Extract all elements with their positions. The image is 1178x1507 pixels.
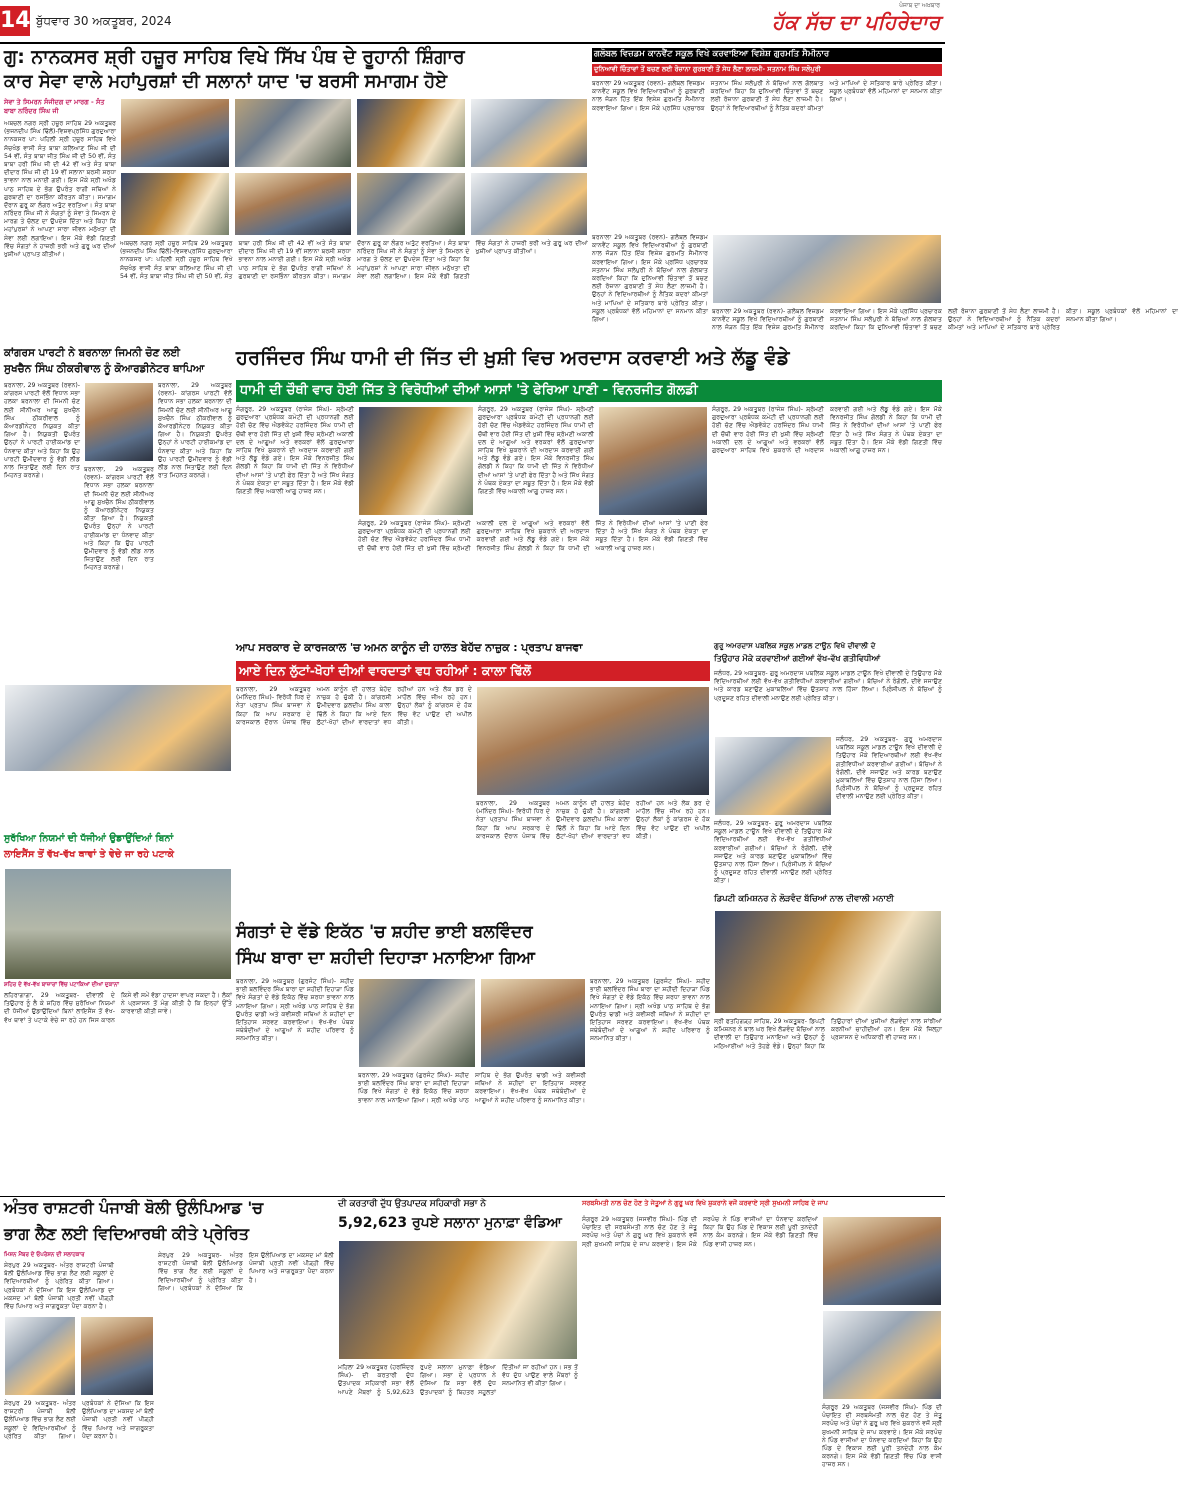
story-congress [4, 348, 232, 638]
story-fireworks-body: ਲਹਿਰਾਗਾਗਾ, 29 ਅਕਤੂਬਰ- ਦੀਵਾਲੀ ਦੇ ਤਿਉਹਾਰ ਨੂੰ ਲੈ ਕੇ ਸ਼ਹਿਰ ਵਿੱਚ ਸੁਰੱਖਿਆ ਨਿਯਮਾਂ ਦੀ ਧੱਜੀਆਂ ਉਡਾਉਂਦਿਆਂ ਬਿਨਾਂ ਲਾਇਸੈਂਸ ਤੋਂ ਵੱਖ-ਵੱਖ ਥਾਵਾਂ ਤੇ ਪਟਾਕੇ ਵੇਚੇ ਜਾ ਰਹੇ ਹਨ ਜਿਸ ਕਾਰਨ ਕਿਸੇ ਵੀ ਸਮੇਂ ਵੱਡਾ ਹਾਦਸਾ ਵਾਪਰ ਸਕਦਾ ਹੈ। ਲੋਕਾਂ ਨੇ ਪ੍ਰਸ਼ਾਸਨ ਤੋਂ ਮੰਗ ਕੀਤੀ ਹੈ ਕਿ ਇਨ੍ਹਾਂ ਉੱਤੇ ਕਾਰਵਾਈ ਕੀਤੀ ਜਾਵੇ। [4, 992, 233, 1024]
story-olympiad-body-2: ਸ਼ੇਰਪੁਰ 29 ਅਕਤੂਬਰ- ਅੰਤਰ ਰਾਸ਼ਟਰੀ ਪੰਜਾਬੀ ਬੋਲੀ ਉਲੰਪਿਆਡ ਵਿੱਚ ਭਾਗ ਲੈਣ ਲਈ ਸਕੂਲਾਂ ਦੇ ਵਿਦਿਆਰਥੀਆਂ ਨੂੰ ਪ੍ਰੇਰਿਤ ਕੀਤਾ ਗਿਆ। ਪ੍ਰਬੰਧਕਾਂ ਨੇ ਦੱਸਿਆ ਕਿ ਇਸ ਉਲੰਪਿਆਡ ਦਾ ਮਕਸਦ ਮਾਂ ਬੋਲੀ ਪੰਜਾਬੀ ਪ੍ਰਤੀ ਨਵੀਂ ਪੀੜ੍ਹੀ ਵਿੱਚ ਪਿਆਰ ਅਤੇ ਜਾਗਰੂਕਤਾ ਪੈਦਾ ਕਰਨਾ ਹੈ। [158, 1252, 334, 1292]
masthead-rule [0, 42, 945, 44]
story-fireworks [4, 834, 232, 1194]
page-date: ਬੁੱਧਵਾਰ 30 ਅਕਤੂਬਰ, 2024 [36, 14, 172, 28]
story-dairy-body: ਮਹਿਲਾ 29 ਅਕਤੂਬਰ (ਹਰਜਿੰਦਰ ਸਿੰਘ)- ਦੀ ਕਰਤਾਰੀ ਦੁੱਧ ਉਤਪਾਦਕ ਸਹਿਕਾਰੀ ਸਭਾ ਵੱਲੋਂ ਆਪਣੇ ਮੈਂਬਰਾਂ ਨੂੰ 5,92,623 ਰੁਪਏ ਸਲਾਨਾ ਮੁਨਾਫ਼ਾ ਵੰਡਿਆ ਗਿਆ। ਸਭਾ ਦੇ ਪ੍ਰਧਾਨ ਨੇ ਦੱਸਿਆ ਕਿ ਸਭਾ ਵੱਲੋਂ ਦੁੱਧ ਉਤਪਾਦਕਾਂ ਨੂੰ ਬਿਹਤਰ ਸਹੂਲਤਾਂ ਦਿੱਤੀਆਂ ਜਾ ਰਹੀਆਂ ਹਨ। ਸਭ ਤੋਂ ਵੱਧ ਦੁੱਧ ਪਾਉਣ ਵਾਲੇ ਮੈਂਬਰਾਂ ਨੂੰ ਸਨਮਾਨਿਤ ਵੀ ਕੀਤਾ ਗਿਆ। [338, 1364, 578, 1396]
story-sukhmani-body-1: ਸੰਗਰੂਰ 29 ਅਕਤੂਬਰ (ਜਸਵੀਰ ਸਿੰਘ)- ਪਿੰਡ ਦੀ ਪੰਚਾਇਤ ਦੀ ਸਰਬਸੰਮਤੀ ਨਾਲ ਚੋਣ ਹੋਣ ਤੇ ਜੇਤੂ ਸਰਪੰਚ ਅਤੇ ਪੰਚਾਂ ਨੇ ਗੁਰੂ ਘਰ ਵਿਖੇ ਸ਼ੁਕਰਾਨੇ ਵਜੋਂ ਸ੍ਰੀ ਸੁਖਮਨੀ ਸਾਹਿਬ ਦੇ ਜਾਪ ਕਰਵਾਏ। ਇਸ ਮੌਕੇ ਸਰਪੰਚ ਨੇ ਪਿੰਡ ਵਾਸੀਆਂ ਦਾ ਧੰਨਵਾਦ ਕਰਦਿਆਂ ਕਿਹਾ ਕਿ ਉਹ ਪਿੰਡ ਦੇ ਵਿਕਾਸ ਲਈ ਪੂਰੀ ਤਨਦੇਹੀ ਨਾਲ ਕੰਮ ਕਰਨਗੇ। ਇਸ ਮੌਕੇ ਵੱਡੀ ਗਿਣਤੀ ਵਿੱਚ ਪਿੰਡ ਵਾਸੀ ਹਾਜ਼ਰ ਸਨ। [582, 1216, 818, 1248]
story-school-headline-2: ਤਿਉਹਾਰ ਮੌਕੇ ਕਰਵਾਈਆਂ ਗਈਆਂ ਵੱਖ-ਵੱਖ ਗਤੀਵਿਧੀਆਂ [714, 654, 881, 663]
photo-dairy [338, 1240, 578, 1360]
story-bharpur-headline-2 [4, 662, 232, 680]
story-baljinder-body-3: ਬਰਨਾਲਾ, 29 ਅਕਤੂਬਰ (ਗੁਰਜੰਟ ਸਿੰਘ)- ਸ਼ਹੀਦ ਭਾਈ ਬਲਵਿੰਦਰ ਸਿੰਘ ਬਾਰਾ ਦਾ ਸ਼ਹੀਦੀ ਦਿਹਾੜਾ ਪਿੰਡ ਵਿਖੇ ਸੰਗਤਾਂ ਦੇ ਵੱਡੇ ਇਕੱਠ ਵਿੱਚ ਸ਼ਰਧਾ ਭਾਵਨਾ ਨਾਲ ਮਨਾਇਆ ਗਿਆ। ਸ੍ਰੀ ਅਖੰਡ ਪਾਠ ਸਾਹਿਬ ਦੇ ਭੋਗ ਉਪਰੰਤ ਢਾਡੀ ਅਤੇ ਕਵੀਸ਼ਰੀ ਜਥਿਆਂ ਨੇ ਸ਼ਹੀਦਾਂ ਦਾ ਇਤਿਹਾਸ ਸਰਵਣ ਕਰਵਾਇਆ। ਵੱਖ-ਵੱਖ ਪੰਥਕ ਜਥੇਬੰਦੀਆਂ ਦੇ ਆਗੂਆਂ ਨੇ ਸ਼ਹੀਦ ਪਰਿਵਾਰ ਨੂੰ ਸਨਮਾਨਿਤ ਕੀਤਾ। [358, 1072, 586, 1104]
story-dhami-headline-1: ਹਰਜਿੰਦਰ ਸਿੰਘ ਧਾਮੀ ਦੀ ਜਿੱਤ ਦੀ ਖ਼ੁਸ਼ੀ ਵਿਚ ਅਰਦਾਸ ਕਰਵਾਈ ਅਤੇ ਲੱਡੂ ਵੰਡੇ [236, 346, 790, 369]
story-baljinder [236, 924, 710, 1194]
story-fireworks-headline-2: ਲਾਇਸੈਂਸ ਤੋਂ ਵੱਖ-ਵੱਖ ਥਾਵਾਂ ਤੇ ਵੇਚੇ ਜਾ ਰਹੇ ਪਟਾਕੇ [4, 849, 174, 860]
story-dairy [338, 1200, 578, 1504]
photo-bharpur [4, 684, 232, 772]
story-dhami-headline-2: ਧਾਮੀ ਦੀ ਚੌਥੀ ਵਾਰ ਹੋਈ ਜਿੱਤ ਤੇ ਵਿਰੋਧੀਆਂ ਦੀਆਂ ਆਸਾਂ 'ਤੇ ਫੇਰਿਆ ਪਾਣੀ - ਵਿਨਰਜੀਤ ਗੋਲਡੀ [236, 380, 942, 402]
photo-nanaksar-8 [470, 172, 588, 236]
story-baljinder-headline-1: ਸੰਗਤਾਂ ਦੇ ਵੱਡੇ ਇਕੱਠ 'ਚ ਸ਼ਹੀਦ ਭਾਈ ਬਲਵਿੰਦਰ [236, 922, 533, 942]
photo-dhami-1 [358, 406, 474, 516]
story-congress-headline-1: ਕਾਂਗਰਸ ਪਾਰਟੀ ਨੇ ਬਰਨਾਲਾ ਜਿਮਨੀ ਚੋਣ ਲਈ [4, 347, 180, 359]
story-sukhmani [582, 1200, 942, 1504]
story-dhami-body-3: ਸੰਗਰੂਰ, 29 ਅਕਤੂਬਰ (ਰਾਜੇਸ਼ ਸਿੰਘ)- ਸ਼੍ਰੋਮਣੀ ਗੁਰਦੁਆਰਾ ਪ੍ਰਬੰਧਕ ਕਮੇਟੀ ਦੀ ਪ੍ਰਧਾਨਗੀ ਲਈ ਹੋਈ ਚੋਣ ਵਿੱਚ ਐਡਵੋਕੇਟ ਹਰਜਿੰਦਰ ਸਿੰਘ ਧਾਮੀ ਦੀ ਚੌਥੀ ਵਾਰ ਹੋਈ ਜਿੱਤ ਦੀ ਖੁਸ਼ੀ ਵਿੱਚ ਸ਼੍ਰੋਮਣੀ ਅਕਾਲੀ ਦਲ ਦੇ ਆਗੂਆਂ ਅਤੇ ਵਰਕਰਾਂ ਵੱਲੋਂ ਗੁਰਦੁਆਰਾ ਸਾਹਿਬ ਵਿਖੇ ਸ਼ੁਕਰਾਨੇ ਦੀ ਅਰਦਾਸ ਕਰਵਾਈ ਗਈ ਅਤੇ ਲੱਡੂ ਵੰਡੇ ਗਏ। ਇਸ ਮੌਕੇ ਵਿਨਰਜੀਤ ਸਿੰਘ ਗੋਲਡੀ ਨੇ ਕਿਹਾ ਕਿ ਧਾਮੀ ਦੀ ਜਿੱਤ ਨੇ ਵਿਰੋਧੀਆਂ ਦੀਆਂ ਆਸਾਂ 'ਤੇ ਪਾਣੀ ਫੇਰ ਦਿੱਤਾ ਹੈ ਅਤੇ ਸਿੱਖ ਸੰਗਤ ਨੇ ਪੰਥਕ ਏਕਤਾ ਦਾ ਸਬੂਤ ਦਿੱਤਾ ਹੈ। ਇਸ ਮੌਕੇ ਵੱਡੀ ਗਿਣਤੀ ਵਿੱਚ ਅਕਾਲੀ ਆਗੂ ਹਾਜ਼ਰ ਸਨ। [712, 406, 942, 454]
photo-nanaksar-3 [356, 98, 466, 168]
story-baljinder-headline-2: ਸਿੰਘ ਬਾਰਾ ਦਾ ਸ਼ਹੀਦੀ ਦਿਹਾੜਾ ਮਨਾਇਆ ਗਿਆ [236, 948, 535, 968]
story-bharpur-body [4, 784, 232, 828]
story-olympiad-byline: ਮਿਸ਼ਨ ਮੈਂਬਰ ਦੇ ਓਪਰੇਸ਼ਨ ਦੀ ਸਲਾਹਕਾਰ [4, 1252, 85, 1258]
photo-bajwa [476, 686, 710, 796]
story-nanaksar-headline-2: ਕਾਰ ਸੇਵਾ ਵਾਲੇ ਮਹਾਂਪੁਰਸ਼ਾਂ ਦੀ ਸਲਾਨਾਂ ਯਾਦ 'ਚ ਬਰਸੀ ਸਮਾਗਮ ਹੋਏ [4, 71, 448, 92]
section-rule [0, 1196, 945, 1197]
story-sukhmani-headline: ਸਰਬਸੰਮਤੀ ਨਾਲ ਚੋਣ ਹੋਣ ਤੇ ਜੇਤੂਆਂ ਨੇ ਗੁਰੂ ਘਰ ਵਿਖੇ ਸ਼ੁਕਰਾਨੇ ਵਜੋਂ ਕਰਵਾਏ ਸ੍ਰੀ ਸੁਖਮਨੀ ਸਾਹਿਬ ਦੇ ਜਾਪ [582, 1199, 828, 1207]
photo-olympiad-2 [80, 1316, 154, 1396]
story-baljinder-body-1: ਬਰਨਾਲਾ, 29 ਅਕਤੂਬਰ (ਗੁਰਜੰਟ ਸਿੰਘ)- ਸ਼ਹੀਦ ਭਾਈ ਬਲਵਿੰਦਰ ਸਿੰਘ ਬਾਰਾ ਦਾ ਸ਼ਹੀਦੀ ਦਿਹਾੜਾ ਪਿੰਡ ਵਿਖੇ ਸੰਗਤਾਂ ਦੇ ਵੱਡੇ ਇਕੱਠ ਵਿੱਚ ਸ਼ਰਧਾ ਭਾਵਨਾ ਨਾਲ ਮਨਾਇਆ ਗਿਆ। ਸ੍ਰੀ ਅਖੰਡ ਪਾਠ ਸਾਹਿਬ ਦੇ ਭੋਗ ਉਪਰੰਤ ਢਾਡੀ ਅਤੇ ਕਵੀਸ਼ਰੀ ਜਥਿਆਂ ਨੇ ਸ਼ਹੀਦਾਂ ਦਾ ਇਤਿਹਾਸ ਸਰਵਣ ਕਰਵਾਇਆ। ਵੱਖ-ਵੱਖ ਪੰਥਕ ਜਥੇਬੰਦੀਆਂ ਦੇ ਆਗੂਆਂ ਨੇ ਸ਼ਹੀਦ ਪਰਿਵਾਰ ਨੂੰ ਸਨਮਾਨਿਤ ਕੀਤਾ। [236, 978, 354, 1043]
story-olympiad [4, 1200, 334, 1504]
story-nanaksar-byline: ਸੇਵਾ ਤੇ ਸਿਮਰਨ ਸੰਜੀਦਗ ਦਾ ਮਾਰਗ - ਸੰਤ ਬਾਬਾ ਨਰਿੰਦਰ ਸਿੰਘ ਜੀ [4, 98, 105, 115]
story-dhami-body-2: ਸੰਗਰੂਰ, 29 ਅਕਤੂਬਰ (ਰਾਜੇਸ਼ ਸਿੰਘ)- ਸ਼੍ਰੋਮਣੀ ਗੁਰਦੁਆਰਾ ਪ੍ਰਬੰਧਕ ਕਮੇਟੀ ਦੀ ਪ੍ਰਧਾਨਗੀ ਲਈ ਹੋਈ ਚੋਣ ਵਿੱਚ ਐਡਵੋਕੇਟ ਹਰਜਿੰਦਰ ਸਿੰਘ ਧਾਮੀ ਦੀ ਚੌਥੀ ਵਾਰ ਹੋਈ ਜਿੱਤ ਦੀ ਖੁਸ਼ੀ ਵਿੱਚ ਸ਼੍ਰੋਮਣੀ ਅਕਾਲੀ ਦਲ ਦੇ ਆਗੂਆਂ ਅਤੇ ਵਰਕਰਾਂ ਵੱਲੋਂ ਗੁਰਦੁਆਰਾ ਸਾਹਿਬ ਵਿਖੇ ਸ਼ੁਕਰਾਨੇ ਦੀ ਅਰਦਾਸ ਕਰਵਾਈ ਗਈ ਅਤੇ ਲੱਡੂ ਵੰਡੇ ਗਏ। ਇਸ ਮੌਕੇ ਵਿਨਰਜੀਤ ਸਿੰਘ ਗੋਲਡੀ ਨੇ ਕਿਹਾ ਕਿ ਧਾਮੀ ਦੀ ਜਿੱਤ ਨੇ ਵਿਰੋਧੀਆਂ ਦੀਆਂ ਆਸਾਂ 'ਤੇ ਪਾਣੀ ਫੇਰ ਦਿੱਤਾ ਹੈ ਅਤੇ ਸਿੱਖ ਸੰਗਤ ਨੇ ਪੰਥਕ ਏਕਤਾ ਦਾ ਸਬੂਤ ਦਿੱਤਾ ਹੈ। ਇਸ ਮੌਕੇ ਵੱਡੀ ਗਿਣਤੀ ਵਿੱਚ ਅਕਾਲੀ ਆਗੂ ਹਾਜ਼ਰ ਸਨ। [478, 406, 594, 495]
story-dhami-body-4: ਸੰਗਰੂਰ, 29 ਅਕਤੂਬਰ (ਰਾਜੇਸ਼ ਸਿੰਘ)- ਸ਼੍ਰੋਮਣੀ ਗੁਰਦੁਆਰਾ ਪ੍ਰਬੰਧਕ ਕਮੇਟੀ ਦੀ ਪ੍ਰਧਾਨਗੀ ਲਈ ਹੋਈ ਚੋਣ ਵਿੱਚ ਐਡਵੋਕੇਟ ਹਰਜਿੰਦਰ ਸਿੰਘ ਧਾਮੀ ਦੀ ਚੌਥੀ ਵਾਰ ਹੋਈ ਜਿੱਤ ਦੀ ਖੁਸ਼ੀ ਵਿੱਚ ਸ਼੍ਰੋਮਣੀ ਅਕਾਲੀ ਦਲ ਦੇ ਆਗੂਆਂ ਅਤੇ ਵਰਕਰਾਂ ਵੱਲੋਂ ਗੁਰਦੁਆਰਾ ਸਾਹਿਬ ਵਿਖੇ ਸ਼ੁਕਰਾਨੇ ਦੀ ਅਰਦਾਸ ਕਰਵਾਈ ਗਈ ਅਤੇ ਲੱਡੂ ਵੰਡੇ ਗਏ। ਇਸ ਮੌਕੇ ਵਿਨਰਜੀਤ ਸਿੰਘ ਗੋਲਡੀ ਨੇ ਕਿਹਾ ਕਿ ਧਾਮੀ ਦੀ ਜਿੱਤ ਨੇ ਵਿਰੋਧੀਆਂ ਦੀਆਂ ਆਸਾਂ 'ਤੇ ਪਾਣੀ ਫੇਰ ਦਿੱਤਾ ਹੈ ਅਤੇ ਸਿੱਖ ਸੰਗਤ ਨੇ ਪੰਥਕ ਏਕਤਾ ਦਾ ਸਬੂਤ ਦਿੱਤਾ ਹੈ। ਇਸ ਮੌਕੇ ਵੱਡੀ ਗਿਣਤੀ ਵਿੱਚ ਅਕਾਲੀ ਆਗੂ ਹਾਜ਼ਰ ਸਨ। [358, 520, 708, 552]
story-global-body-bottom: ਬਰਨਾਲਾ 29 ਅਕਤੂਬਰ (ਰਵਨ)- ਗਲੋਬਲ ਵਿਜ਼ਡਮ ਕਾਨਵੈਂਟ ਸਕੂਲ ਵਿਖੇ ਵਿਦਿਆਰਥੀਆਂ ਨੂੰ ਗੁਰਬਾਣੀ ਨਾਲ ਜੋੜਨ ਹਿੱਤ ਇੱਕ ਵਿਸ਼ੇਸ਼ ਗੁਰਮਤਿ ਸੈਮੀਨਾਰ ਕਰਵਾਇਆ ਗਿਆ। ਇਸ ਮੌਕੇ ਪ੍ਰਸਿੱਧ ਪ੍ਰਚਾਰਕ ਸਤਨਾਮ ਸਿੰਘ ਸਲੋਪੁਰੀ ਨੇ ਬੱਚਿਆਂ ਨਾਲ ਗੱਲਬਾਤ ਕਰਦਿਆਂ ਕਿਹਾ ਕਿ ਦੁਨਿਆਵੀ ਚਿੰਤਾਵਾਂ ਤੋਂ ਬਚਣ ਲਈ ਰੋਜ਼ਾਨਾ ਗੁਰਬਾਣੀ ਤੋਂ ਸੇਧ ਲੈਣਾ ਲਾਜ਼ਮੀ ਹੈ। ਉਨ੍ਹਾਂ ਨੇ ਵਿਦਿਆਰਥੀਆਂ ਨੂੰ ਨੈਤਿਕ ਕਦਰਾਂ ਕੀਮਤਾਂ ਅਤੇ ਮਾਪਿਆਂ ਦੇ ਸਤਿਕਾਰ ਬਾਰੇ ਪ੍ਰੇਰਿਤ ਕੀਤਾ। ਸਕੂਲ ਪ੍ਰਬੰਧਕਾਂ ਵੱਲੋਂ ਮਹਿਮਾਨਾਂ ਦਾ ਸਨਮਾਨ ਕੀਤਾ ਗਿਆ। [592, 234, 708, 323]
story-bharpur-headline-1 [4, 642, 232, 660]
photo-dhami-2 [598, 406, 708, 516]
story-fireworks-headline-1: ਸੁਰੱਖਿਆ ਨਿਯਮਾਂ ਦੀ ਧੱਜੀਆਂ ਉਡਾਉਂਦਿਆਂ ਬਿਨਾਂ [4, 833, 174, 844]
photo-sukhmani-2 [822, 1310, 942, 1400]
story-congress-body-mid: ਬਰਨਾਲਾ, 29 ਅਕਤੂਬਰ (ਰਵਨ)- ਕਾਂਗਰਸ ਪਾਰਟੀ ਵੱਲੋਂ ਵਿਧਾਨ ਸਭਾ ਹਲਕਾ ਬਰਨਾਲਾ ਦੀ ਜਿਮਨੀ ਚੋਣ ਲਈ ਸੀਨੀਅਰ ਆਗੂ ਸੁਖਚੈਨ ਸਿੰਘ ਠੀਕਰੀਵਾਲ ਨੂੰ ਕੋਆਰਡੀਨੇਟਰ ਨਿਯੁਕਤ ਕੀਤਾ ਗਿਆ ਹੈ। ਨਿਯੁਕਤੀ ਉਪਰੰਤ ਉਨ੍ਹਾਂ ਨੇ ਪਾਰਟੀ ਹਾਈਕਮਾਂਡ ਦਾ ਧੰਨਵਾਦ ਕੀਤਾ ਅਤੇ ਕਿਹਾ ਕਿ ਉਹ ਪਾਰਟੀ ਉਮੀਦਵਾਰ ਨੂੰ ਵੱਡੀ ਲੀਡ ਨਾਲ ਜਿਤਾਉਣ ਲਈ ਦਿਨ ਰਾਤ ਮਿਹਨਤ ਕਰਨਗੇ। [84, 466, 154, 572]
story-congress-body-right: ਬਰਨਾਲਾ, 29 ਅਕਤੂਬਰ (ਰਵਨ)- ਕਾਂਗਰਸ ਪਾਰਟੀ ਵੱਲੋਂ ਵਿਧਾਨ ਸਭਾ ਹਲਕਾ ਬਰਨਾਲਾ ਦੀ ਜਿਮਨੀ ਚੋਣ ਲਈ ਸੀਨੀਅਰ ਆਗੂ ਸੁਖਚੈਨ ਸਿੰਘ ਠੀਕਰੀਵਾਲ ਨੂੰ ਕੋਆਰਡੀਨੇਟਰ ਨਿਯੁਕਤ ਕੀਤਾ ਗਿਆ ਹੈ। ਨਿਯੁਕਤੀ ਉਪਰੰਤ ਉਨ੍ਹਾਂ ਨੇ ਪਾਰਟੀ ਹਾਈਕਮਾਂਡ ਦਾ ਧੰਨਵਾਦ ਕੀਤਾ ਅਤੇ ਕਿਹਾ ਕਿ ਉਹ ਪਾਰਟੀ ਉਮੀਦਵਾਰ ਨੂੰ ਵੱਡੀ ਲੀਡ ਨਾਲ ਜਿਤਾਉਣ ਲਈ ਦਿਨ ਰਾਤ ਮਿਹਨਤ ਕਰਨਗੇ। [158, 382, 232, 480]
story-bharpur-caption [4, 774, 232, 782]
page-number-box [0, 6, 30, 36]
story-nanaksar-headline-1: ਗੁ: ਨਾਨਕਸਰ ਸ਼੍ਰੀ ਹਜ਼ੂਰ ਸਾਹਿਬ ਵਿਖੇ ਸਿੱਖ ਪੰਥ ਦੇ ਰੂਹਾਨੀ ਸ਼ਿੰਗਾਰ [4, 46, 465, 68]
story-olympiad-body-3: ਸ਼ੇਰਪੁਰ 29 ਅਕਤੂਬਰ- ਅੰਤਰ ਰਾਸ਼ਟਰੀ ਪੰਜਾਬੀ ਬੋਲੀ ਉਲੰਪਿਆਡ ਵਿੱਚ ਭਾਗ ਲੈਣ ਲਈ ਸਕੂਲਾਂ ਦੇ ਵਿਦਿਆਰਥੀਆਂ ਨੂੰ ਪ੍ਰੇਰਿਤ ਕੀਤਾ ਗਿਆ। ਪ੍ਰਬੰਧਕਾਂ ਨੇ ਦੱਸਿਆ ਕਿ ਇਸ ਉਲੰਪਿਆਡ ਦਾ ਮਕਸਦ ਮਾਂ ਬੋਲੀ ਪੰਜਾਬੀ ਪ੍ਰਤੀ ਨਵੀਂ ਪੀੜ੍ਹੀ ਵਿੱਚ ਪਿਆਰ ਅਤੇ ਜਾਗਰੂਕਤਾ ਪੈਦਾ ਕਰਨਾ ਹੈ। [4, 1400, 154, 1440]
story-nanaksar [4, 48, 588, 344]
page-number: 14 [0, 8, 31, 33]
story-bajwa-headline-1: ਆਪ ਸਰਕਾਰ ਦੇ ਕਾਰਜਕਾਲ 'ਚ ਅਮਨ ਕਾਨੂੰਨ ਦੀ ਹਾਲਤ ਬੇਹੱਦ ਨਾਜ਼ੁਕ : ਪ੍ਰਤਾਪ ਬਾਜਵਾ [236, 641, 583, 654]
story-global-school [592, 48, 1178, 344]
story-dc-body: ਸ੍ਰੀ ਫਤਹਿਗੜ੍ਹ ਸਾਹਿਬ, 29 ਅਕਤੂਬਰ- ਡਿਪਟੀ ਕਮਿਸ਼ਨਰ ਨੇ ਬਾਲ ਘਰ ਵਿਖੇ ਲੋੜਵੰਦ ਬੱਚਿਆਂ ਨਾਲ ਦੀਵਾਲੀ ਦਾ ਤਿਉਹਾਰ ਮਨਾਇਆ ਅਤੇ ਉਨ੍ਹਾਂ ਨੂੰ ਮਠਿਆਈਆਂ ਅਤੇ ਤੋਹਫ਼ੇ ਵੰਡੇ। ਉਨ੍ਹਾਂ ਕਿਹਾ ਕਿ ਤਿਉਹਾਰਾਂ ਦੀਆਂ ਖੁਸ਼ੀਆਂ ਲੋੜਵੰਦਾਂ ਨਾਲ ਸਾਂਝੀਆਂ ਕਰਨੀਆਂ ਚਾਹੀਦੀਆਂ ਹਨ। ਇਸ ਮੌਕੇ ਜ਼ਿਲ੍ਹਾ ਪ੍ਰਸ਼ਾਸਨ ਦੇ ਅਧਿਕਾਰੀ ਵੀ ਹਾਜ਼ਰ ਸਨ। [714, 1018, 942, 1050]
story-olympiad-headline-2: ਭਾਗ ਲੈਣ ਲਈ ਵਿਦਿਆਰਥੀ ਕੀਤੇ ਪ੍ਰੇਰਿਤ [4, 1224, 249, 1243]
story-fireworks-caption: ਸ਼ਹਿਰ ਦੇ ਵੱਖ-ਵੱਖ ਬਾਜ਼ਾਰਾਂ ਵਿੱਚ ਪਟਾਕਿਆਂ ਦੀਆਂ ਦੁਕਾਨਾਂ [4, 982, 119, 988]
story-bharpur [4, 642, 232, 832]
photo-nanaksar-1 [120, 98, 230, 168]
story-global-body-top: ਬਰਨਾਲਾ 29 ਅਕਤੂਬਰ (ਰਵਨ)- ਗਲੋਬਲ ਵਿਜ਼ਡਮ ਕਾਨਵੈਂਟ ਸਕੂਲ ਵਿਖੇ ਵਿਦਿਆਰਥੀਆਂ ਨੂੰ ਗੁਰਬਾਣੀ ਨਾਲ ਜੋੜਨ ਹਿੱਤ ਇੱਕ ਵਿਸ਼ੇਸ਼ ਗੁਰਮਤਿ ਸੈਮੀਨਾਰ ਕਰਵਾਇਆ ਗਿਆ। ਇਸ ਮੌਕੇ ਪ੍ਰਸਿੱਧ ਪ੍ਰਚਾਰਕ ਸਤਨਾਮ ਸਿੰਘ ਸਲੋਪੁਰੀ ਨੇ ਬੱਚਿਆਂ ਨਾਲ ਗੱਲਬਾਤ ਕਰਦਿਆਂ ਕਿਹਾ ਕਿ ਦੁਨਿਆਵੀ ਚਿੰਤਾਵਾਂ ਤੋਂ ਬਚਣ ਲਈ ਰੋਜ਼ਾਨਾ ਗੁਰਬਾਣੀ ਤੋਂ ਸੇਧ ਲੈਣਾ ਲਾਜ਼ਮੀ ਹੈ। ਉਨ੍ਹਾਂ ਨੇ ਵਿਦਿਆਰਥੀਆਂ ਨੂੰ ਨੈਤਿਕ ਕਦਰਾਂ ਕੀਮਤਾਂ ਅਤੇ ਮਾਪਿਆਂ ਦੇ ਸਤਿਕਾਰ ਬਾਰੇ ਪ੍ਰੇਰਿਤ ਕੀਤਾ। ਸਕੂਲ ਪ੍ਰਬੰਧਕਾਂ ਵੱਲੋਂ ਮਹਿਮਾਨਾਂ ਦਾ ਸਨਮਾਨ ਕੀਤਾ ਗਿਆ। [592, 80, 942, 112]
story-school-body-2: ਜਲੰਧਰ, 29 ਅਕਤੂਬਰ- ਗੁਰੂ ਅਮਰਦਾਸ ਪਬਲਿਕ ਸਕੂਲ ਮਾਡਲ ਟਾਊਨ ਵਿਖੇ ਦੀਵਾਲੀ ਦੇ ਤਿਉਹਾਰ ਮੌਕੇ ਵਿਦਿਆਰਥੀਆਂ ਲਈ ਵੱਖ-ਵੱਖ ਗਤੀਵਿਧੀਆਂ ਕਰਵਾਈਆਂ ਗਈਆਂ। ਬੱਚਿਆਂ ਨੇ ਰੰਗੋਲੀ, ਦੀਵੇ ਸਜਾਉਣ ਅਤੇ ਕਾਰਡ ਬਣਾਉਣ ਮੁਕਾਬਲਿਆਂ ਵਿੱਚ ਉਤਸ਼ਾਹ ਨਾਲ ਹਿੱਸਾ ਲਿਆ। ਪ੍ਰਿੰਸੀਪਲ ਨੇ ਬੱਚਿਆਂ ਨੂੰ ਪ੍ਰਦੂਸ਼ਣ ਰਹਿਤ ਦੀਵਾਲੀ ਮਨਾਉਣ ਲਈ ਪ੍ਰੇਰਿਤ ਕੀਤਾ। [836, 736, 942, 801]
photo-school [714, 736, 832, 816]
photo-nanaksar-6 [234, 172, 352, 236]
masthead [0, 0, 945, 44]
story-baljinder-body-2: ਬਰਨਾਲਾ, 29 ਅਕਤੂਬਰ (ਗੁਰਜੰਟ ਸਿੰਘ)- ਸ਼ਹੀਦ ਭਾਈ ਬਲਵਿੰਦਰ ਸਿੰਘ ਬਾਰਾ ਦਾ ਸ਼ਹੀਦੀ ਦਿਹਾੜਾ ਪਿੰਡ ਵਿਖੇ ਸੰਗਤਾਂ ਦੇ ਵੱਡੇ ਇਕੱਠ ਵਿੱਚ ਸ਼ਰਧਾ ਭਾਵਨਾ ਨਾਲ ਮਨਾਇਆ ਗਿਆ। ਸ੍ਰੀ ਅਖੰਡ ਪਾਠ ਸਾਹਿਬ ਦੇ ਭੋਗ ਉਪਰੰਤ ਢਾਡੀ ਅਤੇ ਕਵੀਸ਼ਰੀ ਜਥਿਆਂ ਨੇ ਸ਼ਹੀਦਾਂ ਦਾ ਇਤਿਹਾਸ ਸਰਵਣ ਕਰਵਾਇਆ। ਵੱਖ-ਵੱਖ ਪੰਥਕ ਜਥੇਬੰਦੀਆਂ ਦੇ ਆਗੂਆਂ ਨੇ ਸ਼ਹੀਦ ਪਰਿਵਾਰ ਨੂੰ ਸਨਮਾਨਿਤ ਕੀਤਾ। [590, 978, 710, 1043]
story-dairy-headline-2: 5,92,623 ਰੁਪਏ ਸਲਾਨਾ ਮੁਨਾਫ਼ਾ ਵੰਡਿਆ [338, 1215, 562, 1231]
story-dairy-headline-1: ਦੀ ਕਰਤਾਰੀ ਦੁੱਧ ਉਤਪਾਦਕ ਸਹਿਕਾਰੀ ਸਭਾ ਨੇ [338, 1199, 486, 1209]
story-nanaksar-body-bottom: ਅਬਚਲ ਨਗਰ ਸ੍ਰੀ ਹਜ਼ੂਰ ਸਾਹਿਬ 29 ਅਕਤੂਬਰ (ਭਜਨਦੀਪ ਸਿੰਘ ਢਿੱਲੋਂ)-ਵਿਸ਼ਵਪ੍ਰਸਿੱਧ ਗੁਰਦੁਆਰਾ ਨਾਨਕਸਰ ਪਾ: ਪਹਿਲੀ ਸ੍ਰੀ ਹਜ਼ੂਰ ਸਾਹਿਬ ਵਿਖੇ ਸੱਚਖੰਡ ਵਾਸੀ ਸੰਤ ਬਾਬਾ ਕਲਿਆਣ ਸਿੰਘ ਜੀ ਦੀ 54 ਵੀਂ, ਸੰਤ ਬਾਬਾ ਜੀਤ ਸਿੰਘ ਜੀ ਦੀ 50 ਵੀਂ, ਸੰਤ ਬਾਬਾ ਹਰੀ ਸਿੰਘ ਜੀ ਦੀ 42 ਵੀਂ ਅਤੇ ਸੰਤ ਬਾਬਾ ਦੀਦਾਰ ਸਿੰਘ ਜੀ ਦੀ 19 ਵੀਂ ਸਲਾਨਾ ਬਰਸੀ ਸ਼ਰਧਾ ਭਾਵਨਾ ਨਾਲ ਮਨਾਈ ਗਈ। ਇਸ ਮੌਕੇ ਸ੍ਰੀ ਅਖੰਡ ਪਾਠ ਸਾਹਿਬ ਦੇ ਭੋਗ ਉਪਰੰਤ ਰਾਗੀ ਜਥਿਆਂ ਨੇ ਗੁਰਬਾਣੀ ਦਾ ਰਸਭਿੰਨਾ ਕੀਰਤਨ ਕੀਤਾ। ਸਮਾਗਮ ਦੌਰਾਨ ਗੁਰੂ ਕਾ ਲੰਗਰ ਅਤੁੱਟ ਵਰਤਿਆ। ਸੰਤ ਬਾਬਾ ਨਰਿੰਦਰ ਸਿੰਘ ਜੀ ਨੇ ਸੰਗਤਾਂ ਨੂੰ ਸੇਵਾ ਤੇ ਸਿਮਰਨ ਦੇ ਮਾਰਗ ਤੇ ਚੱਲਣ ਦਾ ਉਪਦੇਸ਼ ਦਿੱਤਾ ਅਤੇ ਕਿਹਾ ਕਿ ਮਹਾਂਪੁਰਸ਼ਾਂ ਨੇ ਆਪਣਾ ਸਾਰਾ ਜੀਵਨ ਮਨੁੱਖਤਾ ਦੀ ਸੇਵਾ ਲਈ ਲਗਾਇਆ। ਇਸ ਮੌਕੇ ਵੱਡੀ ਗਿਣਤੀ ਵਿੱਚ ਸੰਗਤਾਂ ਨੇ ਹਾਜ਼ਰੀ ਭਰੀ ਅਤੇ ਗੁਰੂ ਘਰ ਦੀਆਂ ਖੁਸ਼ੀਆਂ ਪ੍ਰਾਪਤ ਕੀਤੀਆਂ। [120, 240, 588, 280]
story-school-body-1: ਜਲੰਧਰ, 29 ਅਕਤੂਬਰ- ਗੁਰੂ ਅਮਰਦਾਸ ਪਬਲਿਕ ਸਕੂਲ ਮਾਡਲ ਟਾਊਨ ਵਿਖੇ ਦੀਵਾਲੀ ਦੇ ਤਿਉਹਾਰ ਮੌਕੇ ਵਿਦਿਆਰਥੀਆਂ ਲਈ ਵੱਖ-ਵੱਖ ਗਤੀਵਿਧੀਆਂ ਕਰਵਾਈਆਂ ਗਈਆਂ। ਬੱਚਿਆਂ ਨੇ ਰੰਗੋਲੀ, ਦੀਵੇ ਸਜਾਉਣ ਅਤੇ ਕਾਰਡ ਬਣਾਉਣ ਮੁਕਾਬਲਿਆਂ ਵਿੱਚ ਉਤਸ਼ਾਹ ਨਾਲ ਹਿੱਸਾ ਲਿਆ। ਪ੍ਰਿੰਸੀਪਲ ਨੇ ਬੱਚਿਆਂ ਨੂੰ ਪ੍ਰਦੂਸ਼ਣ ਰਹਿਤ ਦੀਵਾਲੀ ਮਨਾਉਣ ਲਈ ਪ੍ਰੇਰਿਤ ਕੀਤਾ। [714, 670, 942, 702]
story-congress-body-left: ਬਰਨਾਲਾ, 29 ਅਕਤੂਬਰ (ਰਵਨ)- ਕਾਂਗਰਸ ਪਾਰਟੀ ਵੱਲੋਂ ਵਿਧਾਨ ਸਭਾ ਹਲਕਾ ਬਰਨਾਲਾ ਦੀ ਜਿਮਨੀ ਚੋਣ ਲਈ ਸੀਨੀਅਰ ਆਗੂ ਸੁਖਚੈਨ ਸਿੰਘ ਠੀਕਰੀਵਾਲ ਨੂੰ ਕੋਆਰਡੀਨੇਟਰ ਨਿਯੁਕਤ ਕੀਤਾ ਗਿਆ ਹੈ। ਨਿਯੁਕਤੀ ਉਪਰੰਤ ਉਨ੍ਹਾਂ ਨੇ ਪਾਰਟੀ ਹਾਈਕਮਾਂਡ ਦਾ ਧੰਨਵਾਦ ਕੀਤਾ ਅਤੇ ਕਿਹਾ ਕਿ ਉਹ ਪਾਰਟੀ ਉਮੀਦਵਾਰ ਨੂੰ ਵੱਡੀ ਲੀਡ ਨਾਲ ਜਿਤਾਉਣ ਲਈ ਦਿਨ ਰਾਤ ਮਿਹਨਤ ਕਰਨਗੇ। [4, 382, 80, 480]
photo-olympiad-1 [4, 1316, 76, 1396]
photo-sukhmani-1 [822, 1216, 942, 1306]
story-dhami-body-1: ਸੰਗਰੂਰ, 29 ਅਕਤੂਬਰ (ਰਾਜੇਸ਼ ਸਿੰਘ)- ਸ਼੍ਰੋਮਣੀ ਗੁਰਦੁਆਰਾ ਪ੍ਰਬੰਧਕ ਕਮੇਟੀ ਦੀ ਪ੍ਰਧਾਨਗੀ ਲਈ ਹੋਈ ਚੋਣ ਵਿੱਚ ਐਡਵੋਕੇਟ ਹਰਜਿੰਦਰ ਸਿੰਘ ਧਾਮੀ ਦੀ ਚੌਥੀ ਵਾਰ ਹੋਈ ਜਿੱਤ ਦੀ ਖੁਸ਼ੀ ਵਿੱਚ ਸ਼੍ਰੋਮਣੀ ਅਕਾਲੀ ਦਲ ਦੇ ਆਗੂਆਂ ਅਤੇ ਵਰਕਰਾਂ ਵੱਲੋਂ ਗੁਰਦੁਆਰਾ ਸਾਹਿਬ ਵਿਖੇ ਸ਼ੁਕਰਾਨੇ ਦੀ ਅਰਦਾਸ ਕਰਵਾਈ ਗਈ ਅਤੇ ਲੱਡੂ ਵੰਡੇ ਗਏ। ਇਸ ਮੌਕੇ ਵਿਨਰਜੀਤ ਸਿੰਘ ਗੋਲਡੀ ਨੇ ਕਿਹਾ ਕਿ ਧਾਮੀ ਦੀ ਜਿੱਤ ਨੇ ਵਿਰੋਧੀਆਂ ਦੀਆਂ ਆਸਾਂ 'ਤੇ ਪਾਣੀ ਫੇਰ ਦਿੱਤਾ ਹੈ ਅਤੇ ਸਿੱਖ ਸੰਗਤ ਨੇ ਪੰਥਕ ਏਕਤਾ ਦਾ ਸਬੂਤ ਦਿੱਤਾ ਹੈ। ਇਸ ਮੌਕੇ ਵੱਡੀ ਗਿਣਤੀ ਵਿੱਚ ਅਕਾਲੀ ਆਗੂ ਹਾਜ਼ਰ ਸਨ। [236, 406, 354, 495]
photo-baljinder-1 [358, 978, 476, 1068]
photo-fireworks [4, 868, 232, 980]
story-olympiad-body-1: ਸ਼ੇਰਪੁਰ 29 ਅਕਤੂਬਰ- ਅੰਤਰ ਰਾਸ਼ਟਰੀ ਪੰਜਾਬੀ ਬੋਲੀ ਉਲੰਪਿਆਡ ਵਿੱਚ ਭਾਗ ਲੈਣ ਲਈ ਸਕੂਲਾਂ ਦੇ ਵਿਦਿਆਰਥੀਆਂ ਨੂੰ ਪ੍ਰੇਰਿਤ ਕੀਤਾ ਗਿਆ। ਪ੍ਰਬੰਧਕਾਂ ਨੇ ਦੱਸਿਆ ਕਿ ਇਸ ਉਲੰਪਿਆਡ ਦਾ ਮਕਸਦ ਮਾਂ ਬੋਲੀ ਪੰਜਾਬੀ ਪ੍ਰਤੀ ਨਵੀਂ ਪੀੜ੍ਹੀ ਵਿੱਚ ਪਿਆਰ ਅਤੇ ਜਾਗਰੂਕਤਾ ਪੈਦਾ ਕਰਨਾ ਹੈ। [4, 1262, 114, 1310]
photo-global-school [712, 234, 942, 304]
photo-dc-diwali [714, 910, 942, 1014]
story-bajwa-headline-2: ਆਏ ਦਿਨ ਲੁੱਟਾਂ-ਖੋਹਾਂ ਦੀਆਂ ਵਾਰਦਾਤਾਂ ਵਧ ਰਹੀਆਂ : ਕਾਲਾ ਢਿੱਲੋਂ [236, 661, 710, 681]
story-school-body-3: ਜਲੰਧਰ, 29 ਅਕਤੂਬਰ- ਗੁਰੂ ਅਮਰਦਾਸ ਪਬਲਿਕ ਸਕੂਲ ਮਾਡਲ ਟਾਊਨ ਵਿਖੇ ਦੀਵਾਲੀ ਦੇ ਤਿਉਹਾਰ ਮੌਕੇ ਵਿਦਿਆਰਥੀਆਂ ਲਈ ਵੱਖ-ਵੱਖ ਗਤੀਵਿਧੀਆਂ ਕਰਵਾਈਆਂ ਗਈਆਂ। ਬੱਚਿਆਂ ਨੇ ਰੰਗੋਲੀ, ਦੀਵੇ ਸਜਾਉਣ ਅਤੇ ਕਾਰਡ ਬਣਾਉਣ ਮੁਕਾਬਲਿਆਂ ਵਿੱਚ ਉਤਸ਼ਾਹ ਨਾਲ ਹਿੱਸਾ ਲਿਆ। ਪ੍ਰਿੰਸੀਪਲ ਨੇ ਬੱਚਿਆਂ ਨੂੰ ਪ੍ਰਦੂਸ਼ਣ ਰਹਿਤ ਦੀਵਾਲੀ ਮਨਾਉਣ ਲਈ ਪ੍ਰੇਰਿਤ ਕੀਤਾ। [714, 820, 832, 885]
story-nanaksar-body-left: ਅਬਚਲ ਨਗਰ ਸ੍ਰੀ ਹਜ਼ੂਰ ਸਾਹਿਬ 29 ਅਕਤੂਬਰ (ਭਜਨਦੀਪ ਸਿੰਘ ਢਿੱਲੋਂ)-ਵਿਸ਼ਵਪ੍ਰਸਿੱਧ ਗੁਰਦੁਆਰਾ ਨਾਨਕਸਰ ਪਾ: ਪਹਿਲੀ ਸ੍ਰੀ ਹਜ਼ੂਰ ਸਾਹਿਬ ਵਿਖੇ ਸੱਚਖੰਡ ਵਾਸੀ ਸੰਤ ਬਾਬਾ ਕਲਿਆਣ ਸਿੰਘ ਜੀ ਦੀ 54 ਵੀਂ, ਸੰਤ ਬਾਬਾ ਜੀਤ ਸਿੰਘ ਜੀ ਦੀ 50 ਵੀਂ, ਸੰਤ ਬਾਬਾ ਹਰੀ ਸਿੰਘ ਜੀ ਦੀ 42 ਵੀਂ ਅਤੇ ਸੰਤ ਬਾਬਾ ਦੀਦਾਰ ਸਿੰਘ ਜੀ ਦੀ 19 ਵੀਂ ਸਲਾਨਾ ਬਰਸੀ ਸ਼ਰਧਾ ਭਾਵਨਾ ਨਾਲ ਮਨਾਈ ਗਈ। ਇਸ ਮੌਕੇ ਸ੍ਰੀ ਅਖੰਡ ਪਾਠ ਸਾਹਿਬ ਦੇ ਭੋਗ ਉਪਰੰਤ ਰਾਗੀ ਜਥਿਆਂ ਨੇ ਗੁਰਬਾਣੀ ਦਾ ਰਸਭਿੰਨਾ ਕੀਰਤਨ ਕੀਤਾ। ਸਮਾਗਮ ਦੌਰਾਨ ਗੁਰੂ ਕਾ ਲੰਗਰ ਅਤੁੱਟ ਵਰਤਿਆ। ਸੰਤ ਬਾਬਾ ਨਰਿੰਦਰ ਸਿੰਘ ਜੀ ਨੇ ਸੰਗਤਾਂ ਨੂੰ ਸੇਵਾ ਤੇ ਸਿਮਰਨ ਦੇ ਮਾਰਗ ਤੇ ਚੱਲਣ ਦਾ ਉਪਦੇਸ਼ ਦਿੱਤਾ ਅਤੇ ਕਿਹਾ ਕਿ ਮਹਾਂਪੁਰਸ਼ਾਂ ਨੇ ਆਪਣਾ ਸਾਰਾ ਜੀਵਨ ਮਨੁੱਖਤਾ ਦੀ ਸੇਵਾ ਲਈ ਲਗਾਇਆ। ਇਸ ਮੌਕੇ ਵੱਡੀ ਗਿਣਤੀ ਵਿੱਚ ਸੰਗਤਾਂ ਨੇ ਹਾਜ਼ਰੀ ਭਰੀ ਅਤੇ ਗੁਰੂ ਘਰ ਦੀਆਂ ਖੁਸ਼ੀਆਂ ਪ੍ਰਾਪਤ ਕੀਤੀਆਂ। [4, 120, 116, 258]
story-congress-headline-2: ਸੁਖਚੈਨ ਸਿੰਘ ਠੀਕਰੀਵਾਲ ਨੂੰ ਕੋਆਰਡੀਨੇਟਰ ਥਾਪਿਆ [4, 363, 205, 375]
story-global-headline-1: ਗਲੋਬਲ ਵਿਜ਼ਡਮ ਕਾਨਵੈਂਟ ਸਕੂਲ ਵਿਖੇ ਕਰਵਾਇਆ ਵਿਸ਼ੇਸ਼ ਗੁਰਮਤਿ ਸੈਮੀਨਾਰ [592, 48, 942, 62]
masthead-logo [700, 2, 940, 38]
story-global-headline-2: ਦੁਨਿਆਵੀ ਚਿੰਤਾਵਾਂ ਤੋਂ ਬਚਣ ਲਈ ਰੋਜ਼ਾਨਾ ਗੁਰਬਾਣੀ ਤੋਂ ਸੇਧ ਲੈਣਾ ਲਾਜ਼ਮੀ- ਸਤਨਾਮ ਸਿੰਘ ਸਲੋਪੁਰੀ [592, 64, 942, 76]
story-bajwa-body-1: ਬਰਨਾਲਾ, 29 ਅਕਤੂਬਰ (ਮਨਿੰਦਰ ਸਿੰਘ)- ਵਿਰੋਧੀ ਧਿਰ ਦੇ ਨੇਤਾ ਪ੍ਰਤਾਪ ਸਿੰਘ ਬਾਜਵਾ ਨੇ ਕਿਹਾ ਕਿ ਆਪ ਸਰਕਾਰ ਦੇ ਕਾਰਜਕਾਲ ਦੌਰਾਨ ਪੰਜਾਬ ਵਿੱਚ ਅਮਨ ਕਾਨੂੰਨ ਦੀ ਹਾਲਤ ਬੇਹੱਦ ਨਾਜ਼ੁਕ ਹੋ ਚੁੱਕੀ ਹੈ। ਕਾਂਗਰਸੀ ਉਮੀਦਵਾਰ ਕੁਲਦੀਪ ਸਿੰਘ ਕਾਲਾ ਢਿੱਲੋਂ ਨੇ ਕਿਹਾ ਕਿ ਆਏ ਦਿਨ ਲੁੱਟਾਂ-ਖੋਹਾਂ ਦੀਆਂ ਵਾਰਦਾਤਾਂ ਵਧ ਰਹੀਆਂ ਹਨ ਅਤੇ ਲੋਕ ਡਰ ਦੇ ਮਾਹੌਲ ਵਿੱਚ ਜੀਅ ਰਹੇ ਹਨ। ਉਨ੍ਹਾਂ ਲੋਕਾਂ ਨੂੰ ਕਾਂਗਰਸ ਦੇ ਹੱਕ ਵਿੱਚ ਵੋਟ ਪਾਉਣ ਦੀ ਅਪੀਲ ਕੀਤੀ। [236, 686, 472, 726]
story-school-headline-1: ਗੁਰੂ ਅਮਰਦਾਸ ਪਬਲਿਕ ਸਕੂਲ ਮਾਡਲ ਟਾਊਨ ਵਿਖੇ ਦੀਵਾਲੀ ਦੇ [714, 641, 876, 650]
photo-nanaksar-7 [356, 172, 466, 236]
photo-baljinder-2 [480, 978, 586, 1068]
story-dc-diwali [714, 894, 942, 1116]
story-global-body-tail: ਬਰਨਾਲਾ 29 ਅਕਤੂਬਰ (ਰਵਨ)- ਗਲੋਬਲ ਵਿਜ਼ਡਮ ਕਾਨਵੈਂਟ ਸਕੂਲ ਵਿਖੇ ਵਿਦਿਆਰਥੀਆਂ ਨੂੰ ਗੁਰਬਾਣੀ ਨਾਲ ਜੋੜਨ ਹਿੱਤ ਇੱਕ ਵਿਸ਼ੇਸ਼ ਗੁਰਮਤਿ ਸੈਮੀਨਾਰ ਕਰਵਾਇਆ ਗਿਆ। ਇਸ ਮੌਕੇ ਪ੍ਰਸਿੱਧ ਪ੍ਰਚਾਰਕ ਸਤਨਾਮ ਸਿੰਘ ਸਲੋਪੁਰੀ ਨੇ ਬੱਚਿਆਂ ਨਾਲ ਗੱਲਬਾਤ ਕਰਦਿਆਂ ਕਿਹਾ ਕਿ ਦੁਨਿਆਵੀ ਚਿੰਤਾਵਾਂ ਤੋਂ ਬਚਣ ਲਈ ਰੋਜ਼ਾਨਾ ਗੁਰਬਾਣੀ ਤੋਂ ਸੇਧ ਲੈਣਾ ਲਾਜ਼ਮੀ ਹੈ। ਉਨ੍ਹਾਂ ਨੇ ਵਿਦਿਆਰਥੀਆਂ ਨੂੰ ਨੈਤਿਕ ਕਦਰਾਂ ਕੀਮਤਾਂ ਅਤੇ ਮਾਪਿਆਂ ਦੇ ਸਤਿਕਾਰ ਬਾਰੇ ਪ੍ਰੇਰਿਤ ਕੀਤਾ। ਸਕੂਲ ਪ੍ਰਬੰਧਕਾਂ ਵੱਲੋਂ ਮਹਿਮਾਨਾਂ ਦਾ ਸਨਮਾਨ ਕੀਤਾ ਗਿਆ। [712, 308, 1178, 332]
story-bajwa [236, 642, 710, 920]
story-olympiad-headline-1: ਅੰਤਰ ਰਾਸ਼ਟਰੀ ਪੰਜਾਬੀ ਬੋਲੀ ਉਲੰਪਿਆਡ 'ਚ [4, 1198, 264, 1217]
photo-congress [84, 382, 154, 462]
story-gurunanak-school [714, 642, 942, 892]
story-dhami [236, 348, 942, 638]
story-sukhmani-body-2: ਸੰਗਰੂਰ 29 ਅਕਤੂਬਰ (ਜਸਵੀਰ ਸਿੰਘ)- ਪਿੰਡ ਦੀ ਪੰਚਾਇਤ ਦੀ ਸਰਬਸੰਮਤੀ ਨਾਲ ਚੋਣ ਹੋਣ ਤੇ ਜੇਤੂ ਸਰਪੰਚ ਅਤੇ ਪੰਚਾਂ ਨੇ ਗੁਰੂ ਘਰ ਵਿਖੇ ਸ਼ੁਕਰਾਨੇ ਵਜੋਂ ਸ੍ਰੀ ਸੁਖਮਨੀ ਸਾਹਿਬ ਦੇ ਜਾਪ ਕਰਵਾਏ। ਇਸ ਮੌਕੇ ਸਰਪੰਚ ਨੇ ਪਿੰਡ ਵਾਸੀਆਂ ਦਾ ਧੰਨਵਾਦ ਕਰਦਿਆਂ ਕਿਹਾ ਕਿ ਉਹ ਪਿੰਡ ਦੇ ਵਿਕਾਸ ਲਈ ਪੂਰੀ ਤਨਦੇਹੀ ਨਾਲ ਕੰਮ ਕਰਨਗੇ। ਇਸ ਮੌਕੇ ਵੱਡੀ ਗਿਣਤੀ ਵਿੱਚ ਪਿੰਡ ਵਾਸੀ ਹਾਜ਼ਰ ਸਨ। [822, 1404, 942, 1469]
story-dc-headline: ਡਿਪਟੀ ਕਮਿਸ਼ਨਰ ਨੇ ਲੋੜਵੰਦ ਬੱਚਿਆਂ ਨਾਲ ਦੀਵਾਲੀ ਮਨਾਈ [714, 893, 894, 903]
logo-sub: ਪੰਜਾਬ ਦਾ ਅਖ਼ਬਾਰ [899, 2, 940, 9]
logo-text: ਹੱਕ ਸੱਚ ਦਾ ਪਹਿਰੇਦਾਰ [772, 10, 940, 34]
photo-nanaksar-5 [120, 172, 230, 236]
photo-nanaksar-4 [470, 98, 588, 168]
story-bajwa-body-2: ਬਰਨਾਲਾ, 29 ਅਕਤੂਬਰ (ਮਨਿੰਦਰ ਸਿੰਘ)- ਵਿਰੋਧੀ ਧਿਰ ਦੇ ਨੇਤਾ ਪ੍ਰਤਾਪ ਸਿੰਘ ਬਾਜਵਾ ਨੇ ਕਿਹਾ ਕਿ ਆਪ ਸਰਕਾਰ ਦੇ ਕਾਰਜਕਾਲ ਦੌਰਾਨ ਪੰਜਾਬ ਵਿੱਚ ਅਮਨ ਕਾਨੂੰਨ ਦੀ ਹਾਲਤ ਬੇਹੱਦ ਨਾਜ਼ੁਕ ਹੋ ਚੁੱਕੀ ਹੈ। ਕਾਂਗਰਸੀ ਉਮੀਦਵਾਰ ਕੁਲਦੀਪ ਸਿੰਘ ਕਾਲਾ ਢਿੱਲੋਂ ਨੇ ਕਿਹਾ ਕਿ ਆਏ ਦਿਨ ਲੁੱਟਾਂ-ਖੋਹਾਂ ਦੀਆਂ ਵਾਰਦਾਤਾਂ ਵਧ ਰਹੀਆਂ ਹਨ ਅਤੇ ਲੋਕ ਡਰ ਦੇ ਮਾਹੌਲ ਵਿੱਚ ਜੀਅ ਰਹੇ ਹਨ। ਉਨ੍ਹਾਂ ਲੋਕਾਂ ਨੂੰ ਕਾਂਗਰਸ ਦੇ ਹੱਕ ਵਿੱਚ ਵੋਟ ਪਾਉਣ ਦੀ ਅਪੀਲ ਕੀਤੀ। [476, 800, 710, 840]
photo-nanaksar-2 [234, 98, 352, 168]
